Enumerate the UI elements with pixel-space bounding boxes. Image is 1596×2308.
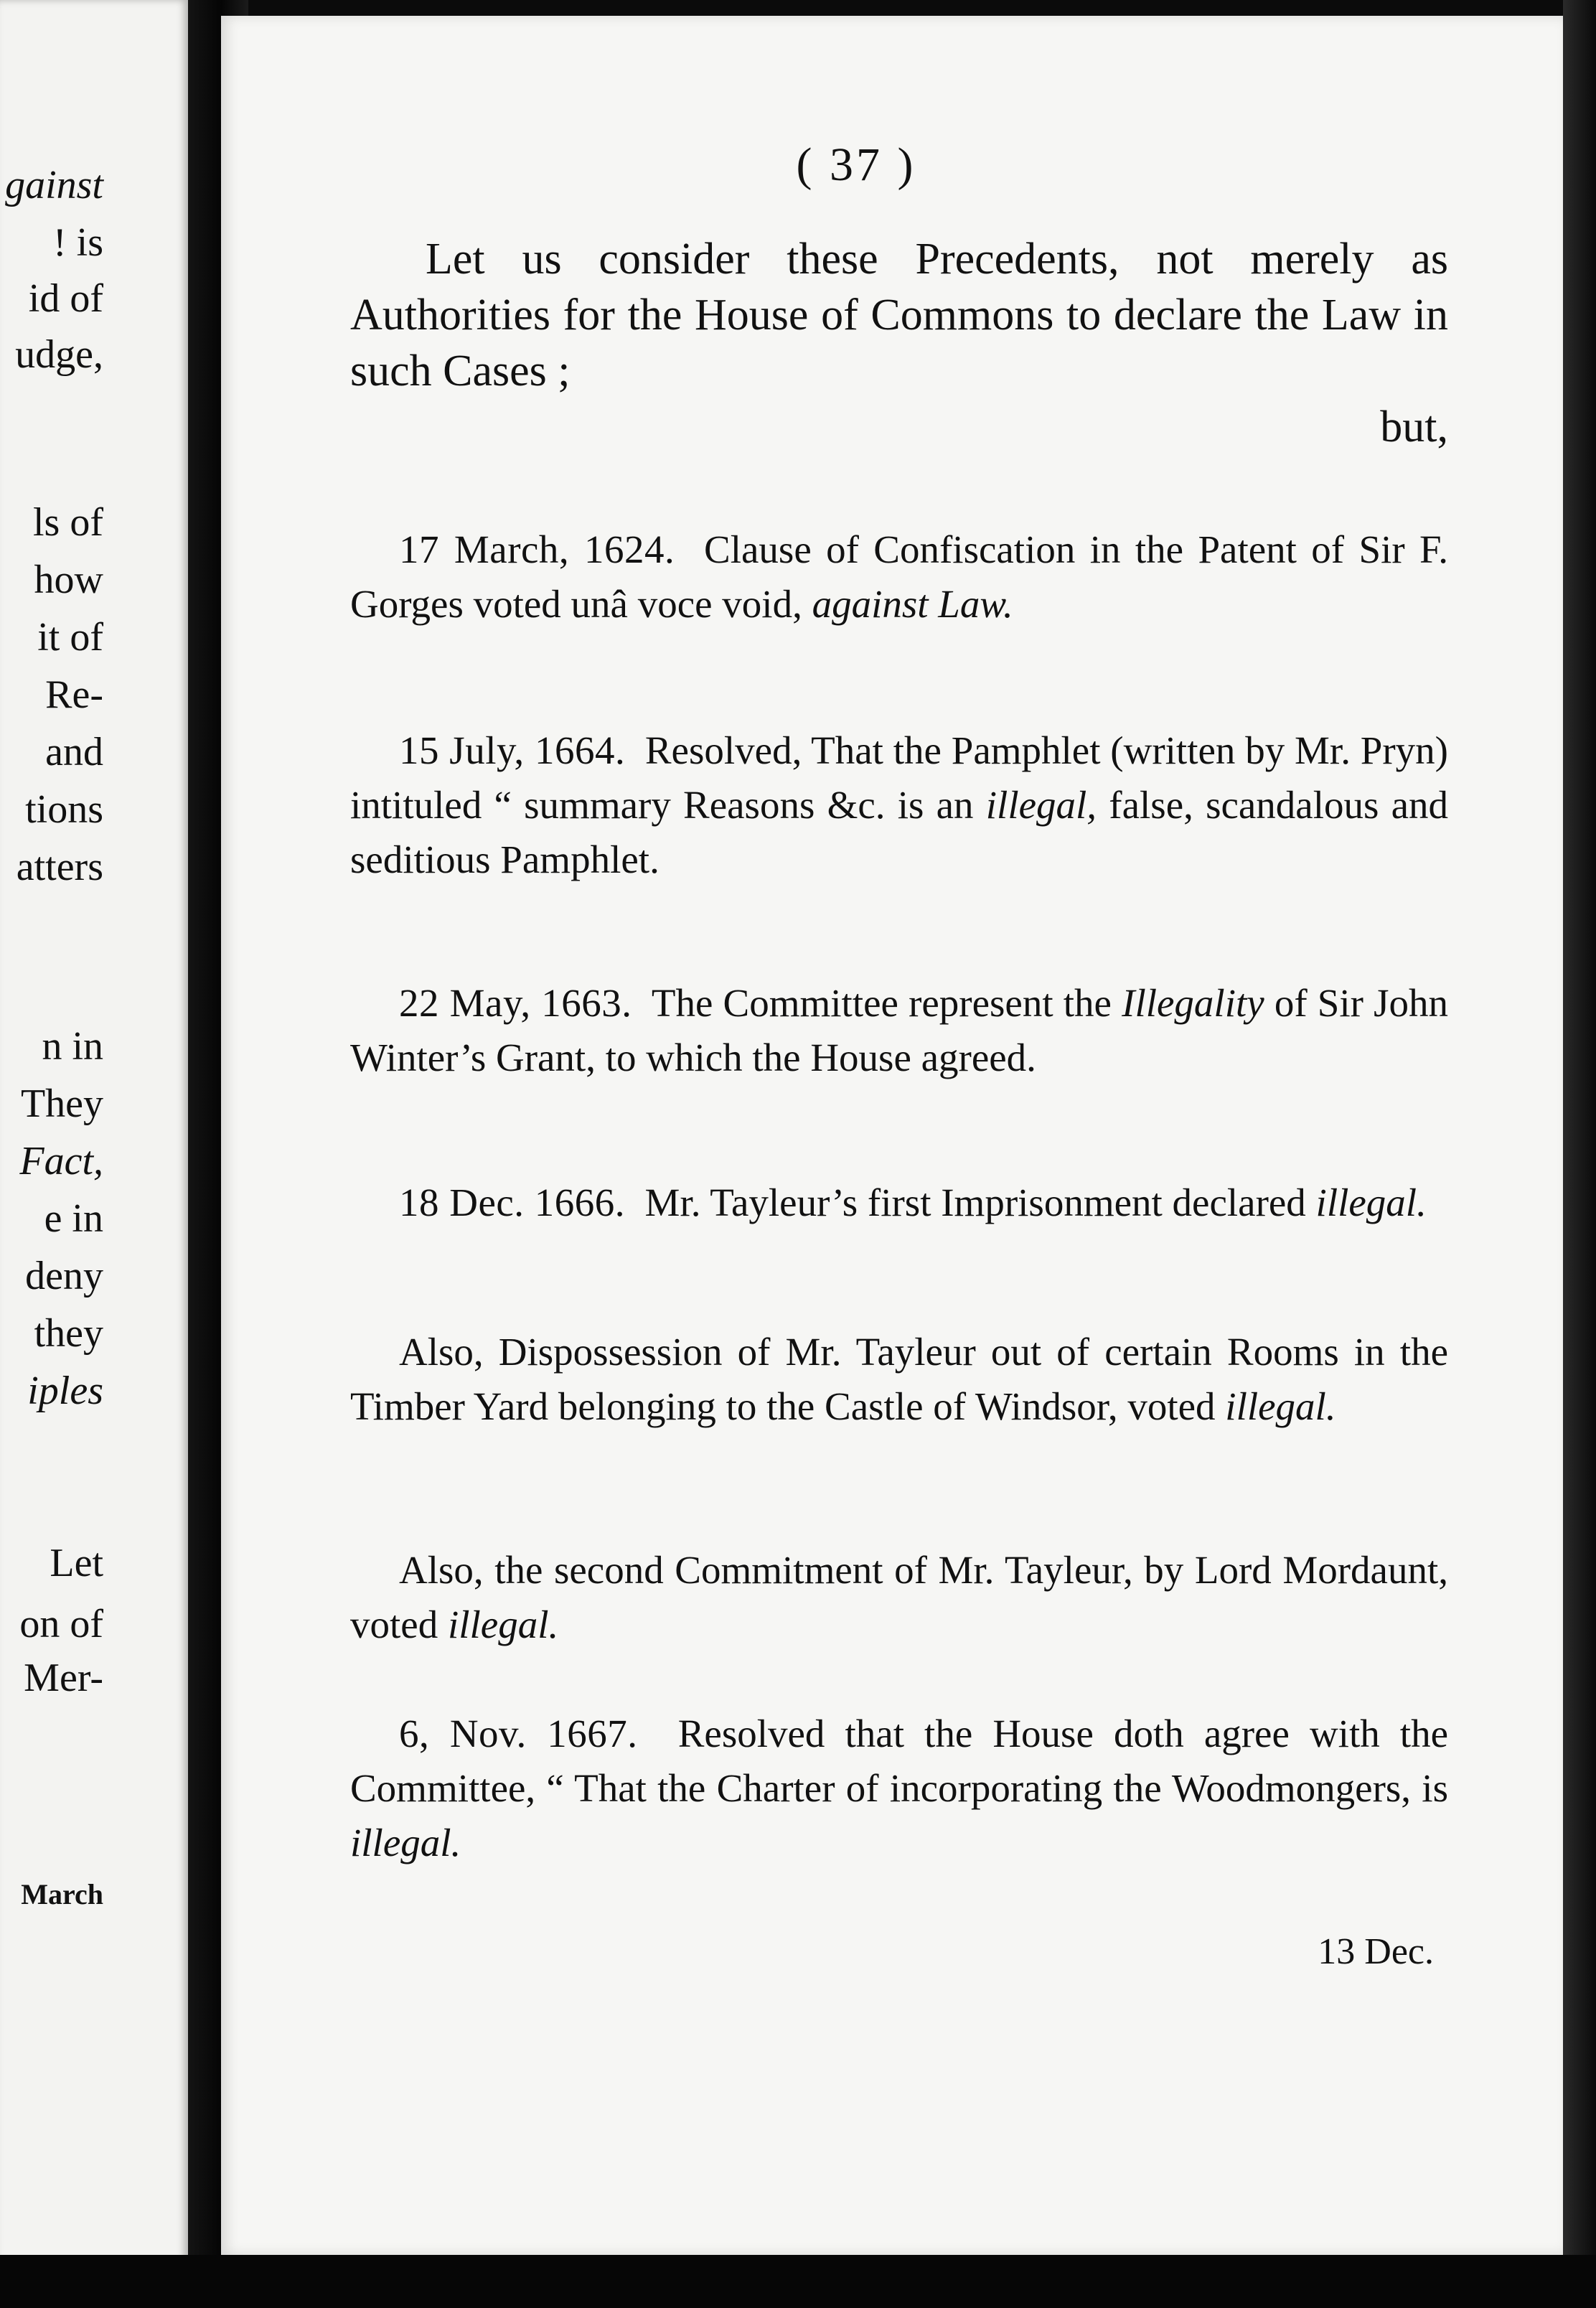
entry-italic: illegal, <box>985 783 1097 827</box>
previous-page-line: udge, <box>15 332 103 377</box>
previous-page-line: They <box>20 1082 103 1126</box>
entry-dispossession <box>350 1325 1448 1434</box>
entry-text-end: false, scandalous and seditious Pamphlet. <box>350 783 1449 881</box>
entry-text: Resolved, That the Pamphlet (written by Mr. Pryn) intituled “ summary Reasons &c. is an <box>350 728 1448 827</box>
entry-italic: illegal. <box>350 1821 461 1864</box>
entry-date: 6, Nov. 1667. <box>399 1712 638 1755</box>
previous-page-line: March <box>21 1878 103 1910</box>
page-edge <box>1563 0 1596 2308</box>
entry-second-commitment <box>350 1543 1448 1652</box>
entry-italic: illegal. <box>447 1603 559 1646</box>
entry-1664 <box>350 723 1448 887</box>
entry-1666 <box>350 1176 1448 1230</box>
entry-1624 <box>350 522 1448 632</box>
previous-page-fragment <box>0 0 188 2261</box>
entry-italic: illegal. <box>1315 1181 1427 1224</box>
previous-page-line: they <box>34 1311 103 1356</box>
entry-date: 17 March, 1624. <box>399 527 675 571</box>
previous-page-line: ! is <box>53 220 103 265</box>
entry-text: Also, Dispossession of Mr. Tayleur out of certain Rooms in the Timber Yard belonging to the Castle of Windsor, voted <box>350 1330 1448 1428</box>
previous-page-line: on of <box>19 1602 103 1646</box>
entry-date: 15 July, 1664. <box>399 728 626 772</box>
entry-text: Also, the second Commitment of Mr. Tayleur, by Lord Mordaunt, voted <box>350 1548 1448 1646</box>
entry-date: 18 Dec. 1666. <box>399 1181 626 1224</box>
entry-1663 <box>350 976 1448 1085</box>
previous-page-line: id of <box>28 276 103 321</box>
previous-page-line: ls of <box>33 500 103 545</box>
previous-page-line: Mer- <box>24 1656 103 1700</box>
previous-page-line: atters <box>16 845 103 889</box>
previous-page-line: iples <box>27 1369 103 1413</box>
entry-text: Clause of Confiscation in the Patent of Sir F. Gorges voted unâ voce void, <box>350 527 1448 626</box>
previous-page-line: deny <box>25 1254 103 1298</box>
previous-page-line: gainst <box>5 163 103 207</box>
entry-text: Resolved that the House doth agree with the Committee, “ That the Charter of incorporating the Woodmongers, is <box>350 1712 1448 1810</box>
entry-italic: Illegality <box>1122 981 1264 1025</box>
entry-text: The Committee represent the <box>651 981 1112 1025</box>
entry-1667 <box>350 1707 1448 1870</box>
previous-page-line: how <box>34 558 103 602</box>
intro-tail: but, <box>1380 403 1448 451</box>
scan-border <box>0 2255 1596 2308</box>
intro-paragraph: Let us consider these Precedents, not merely as Authorities for the House of Commons to declare the Law in such Cases ; <box>350 235 1448 395</box>
previous-page-line: Re- <box>45 672 103 717</box>
entry-italic: illegal. <box>1225 1384 1336 1428</box>
entry-italic: against Law. <box>812 582 1013 626</box>
previous-page-line: Fact, <box>19 1139 103 1183</box>
previous-page-line: e in <box>44 1196 103 1241</box>
book-page <box>221 16 1563 2255</box>
entry-text: Mr. Tayleur’s first Imprisonment declared <box>644 1181 1306 1224</box>
catchword: 13 Dec. <box>1318 1931 1434 1972</box>
previous-page-line: it of <box>37 615 103 660</box>
previous-page-line: and <box>45 730 103 774</box>
previous-page-line: n in <box>42 1024 103 1069</box>
entry-date: 22 May, 1663. <box>399 981 632 1025</box>
previous-page-line: tions <box>25 787 103 832</box>
previous-page-line: Let <box>50 1541 103 1585</box>
entry-text-end: of Sir John Winter’s Grant, to which the House agreed. <box>350 981 1449 1079</box>
page-number: ( 37 ) <box>796 139 916 191</box>
